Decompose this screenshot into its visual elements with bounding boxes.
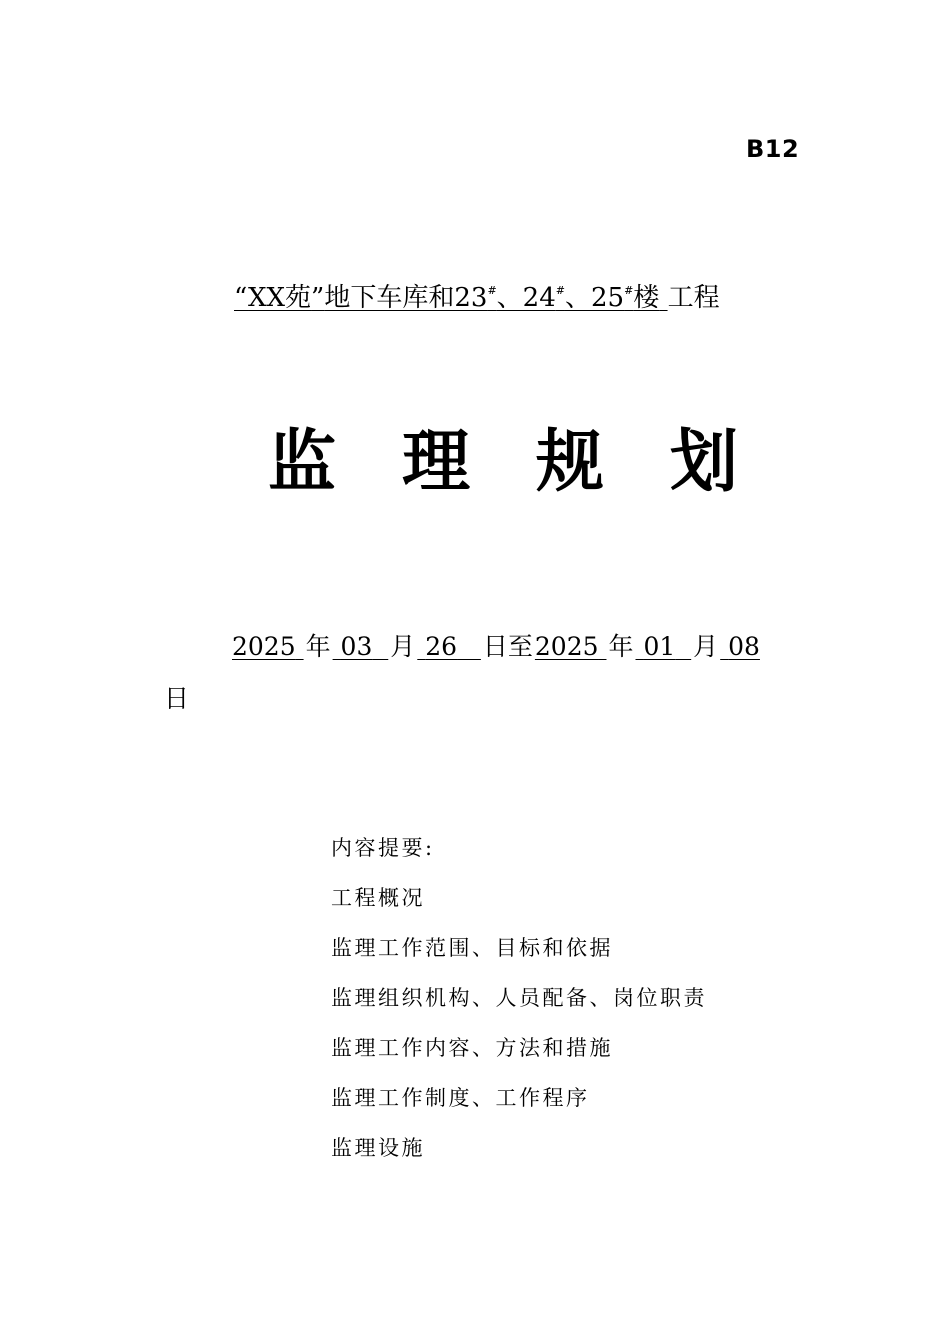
project-part-3: 、25 — [564, 283, 625, 313]
sup-mark-1: # — [487, 284, 497, 297]
start-year-unit: 年 — [305, 632, 331, 661]
document-code: B12 — [746, 135, 800, 163]
end-month: 01 — [643, 632, 676, 661]
contents-item: 工程概况 — [331, 886, 425, 910]
contents-item: 监理工作范围、目标和依据 — [331, 936, 613, 960]
title-char-1: 监 — [268, 423, 337, 502]
project-name-line — [234, 280, 720, 316]
sup-mark-2: # — [555, 284, 565, 297]
title-char-3: 规 — [536, 423, 605, 502]
project-suffix: 工程 — [667, 283, 720, 313]
title-char-4: 划 — [670, 423, 739, 502]
day-to-label: 日至 — [482, 632, 533, 661]
end-day: 08 — [728, 632, 760, 661]
contents-item: 监理工作内容、方法和措施 — [331, 1036, 613, 1060]
project-name: XX苑 — [248, 283, 312, 313]
start-month-unit: 月 — [390, 632, 416, 661]
title-char-2: 理 — [402, 423, 471, 502]
end-year: 2025 — [534, 632, 599, 661]
end-month-unit: 月 — [693, 632, 719, 661]
start-year: 2025 — [232, 632, 296, 661]
start-month: 03 — [340, 632, 373, 661]
quote-close: ” — [311, 283, 325, 313]
project-part-end: 楼 — [633, 283, 660, 313]
contents-item: 监理组织机构、人员配备、岗位职责 — [331, 986, 707, 1010]
contents-heading: 内容提要: — [331, 836, 435, 860]
start-day: 26 — [425, 632, 458, 661]
project-name-underlined — [234, 283, 668, 313]
quote-open: “ — [234, 283, 249, 313]
contents-item: 监理工作制度、工作程序 — [331, 1086, 590, 1110]
project-part-2: 、24 — [496, 283, 556, 313]
period-line — [232, 628, 760, 666]
sup-mark-3: # — [624, 284, 634, 297]
period-day-unit: 日 — [164, 684, 190, 713]
project-part-1: 地下车库和23 — [324, 283, 488, 313]
contents-item: 监理设施 — [331, 1136, 425, 1160]
contents-summary — [331, 830, 707, 1180]
end-year-unit: 年 — [608, 632, 634, 661]
